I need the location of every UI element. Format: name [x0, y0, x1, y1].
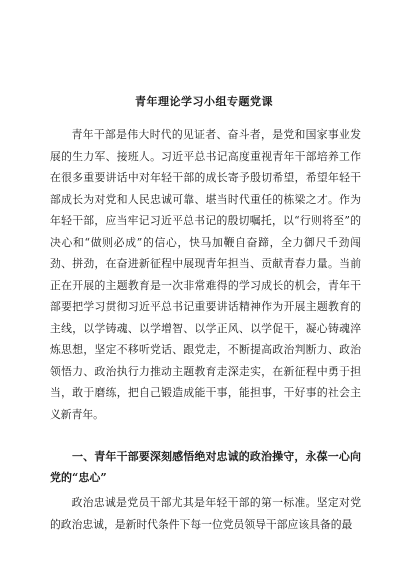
section-heading: 一、青年干部要深刻感悟绝对忠诚的政治操守，永葆一心向党的“忠心”: [50, 450, 361, 484]
document-title: 青年理论学习小组专题党课: [135, 95, 273, 108]
section-paragraph: 政治忠诚是党员干部尤其是年轻干部的第一标准。坚定对党的政治忠诚，是新时代条件下每一位党员领导干部应该具备的最: [50, 496, 361, 531]
intro-paragraph: 青年干部是伟大时代的见证者、奋斗者，是党和国家事业发展的生力军、接班人。习近平总书记高度重视青年干部培养工作在很多重要讲话中对年轻干部的成长寄予殷切希望，希望年轻干部成长为对党和人民忠诚可靠、堪当时代重任的栋梁之才。作为年轻干部，应当牢记习近平总书记的殷切嘱托，以“行则将至”的决心和“做则必成”的信心，快马加鞭自奋蹄，全力御尺千劲闯劲、拼劲，在奋进新征程中展现青年担当、贡献青春力量。当前正在开展的主题教育是一次非常难得的学习成长的机会，青年干部要把学习贯彻习近平总书记重要讲话精神作为开展主题教育的主线，以学铸魂、以学增智、以学正风、以学促干，凝心铸魂淬炼思想，坚定不移听党话、跟党走，不断提高政治判断力、政治领悟力、政治执行力推动主题教育走深走实，在新征程中勇于担当，敢于磨练，把自己锻造成能干事，能担事，干好事的社会主义新青年。: [50, 128, 361, 421]
